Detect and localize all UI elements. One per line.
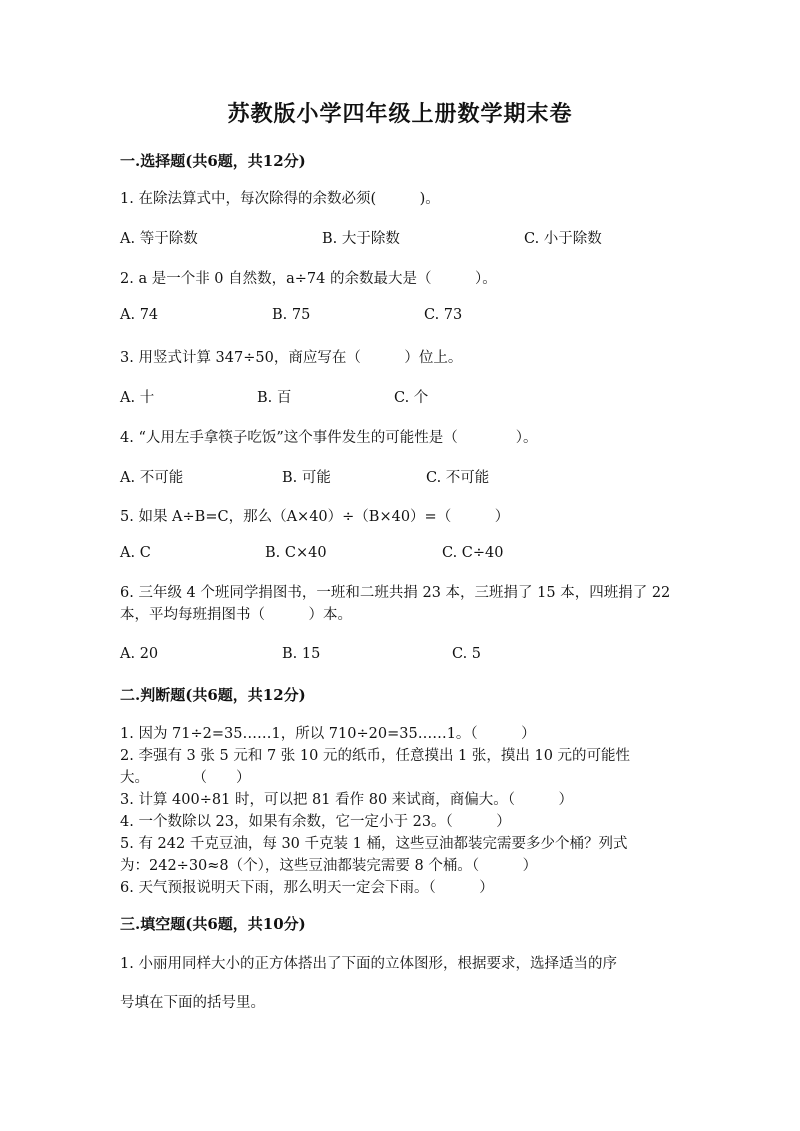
choice-question-4: 4. “人用左手拿筷子吃饭”这个事件发生的可能性是（ ）。	[120, 430, 538, 446]
choice-2-option-c: C. 73	[424, 307, 463, 323]
page-title: 苏教版小学四年级上册数学期末卷	[227, 101, 573, 127]
fill-line-2: 号填在下面的括号里。	[120, 995, 265, 1011]
choice-question-6: 6. 三年级 4 个班同学捐图书，一班和二班共捐 23 本，三班捐了 15 本，四班捐了 22 本，平均每班捐图书（ ）本。	[120, 585, 671, 623]
choice-1-option-b: B. 大于除数	[322, 231, 400, 247]
judge-line-2: 2. 李强有 3 张 5 元和 7 张 10 元的纸币，任意摸出 1 张，摸出 10 元的可能性	[120, 748, 631, 764]
choice-question-3: 3. 用竖式计算 347÷50，商应写在（ ）位上。	[120, 350, 463, 366]
choice-question-1: 1. 在除法算式中，每次除得的余数必须( )。	[120, 191, 440, 207]
judge-line-8: 6. 天气预报说明天下雨，那么明天一定会下雨。（ ）	[120, 880, 494, 896]
judge-line-4: 3. 计算 400÷81 时，可以把 81 看作 80 来试商，商偏大。（ ）	[120, 792, 574, 808]
judge-line-5: 4. 一个数除以 23，如果有余数，它一定小于 23。（ ）	[120, 814, 511, 830]
choice-6-option-b: B. 15	[282, 646, 321, 662]
section-heading-fill: 三.填空题(共6题，共10分)	[120, 915, 306, 933]
choice-5-option-b: B. C×40	[265, 545, 327, 561]
choice-2-option-b: B. 75	[272, 307, 311, 323]
choice-2-option-a: A. 74	[120, 307, 159, 323]
judge-line-7: 为：242÷30≈8（个），这些豆油都装完需要 8 个桶。（ ）	[120, 858, 538, 874]
choice-3-option-c: C. 个	[394, 390, 429, 406]
choice-3-option-b: B. 百	[257, 390, 292, 406]
choice-question-5: 5. 如果 A÷B=C，那么（A×40）÷（B×40）=（ ）	[120, 509, 510, 525]
judge-line-6: 5. 有 242 千克豆油，每 30 千克装 1 桶，这些豆油都装完需要多少个桶？列式	[120, 836, 628, 852]
choice-5-option-c: C. C÷40	[442, 545, 504, 561]
choice-6-option-c: C. 5	[452, 646, 482, 662]
choice-4-option-a: A. 不可能	[120, 470, 184, 486]
section-heading-choice: 一.选择题(共6题，共12分)	[120, 152, 306, 170]
choice-question-2: 2. a 是一个非 0 自然数，a÷74 的余数最大是（ ）。	[120, 271, 497, 287]
choice-4-option-b: B. 可能	[282, 470, 331, 486]
choice-4-option-c: C. 不可能	[426, 470, 490, 486]
section-heading-judge: 二.判断题(共6题，共12分)	[120, 686, 306, 704]
choice-1-option-c: C. 小于除数	[524, 231, 602, 247]
fill-line-1: 1. 小丽用同样大小的正方体搭出了下面的立体图形，根据要求，选择适当的序	[120, 956, 617, 972]
choice-5-option-a: A. C	[120, 545, 151, 561]
judge-line-1: 1. 因为 71÷2=35……1，所以 710÷20=35……1。（ ）	[120, 726, 536, 742]
choice-6-option-a: A. 20	[120, 646, 159, 662]
choice-1-option-a: A. 等于除数	[120, 231, 198, 247]
choice-3-option-a: A. 十	[120, 390, 155, 406]
judge-line-3: 大。 （ ）	[120, 770, 251, 786]
